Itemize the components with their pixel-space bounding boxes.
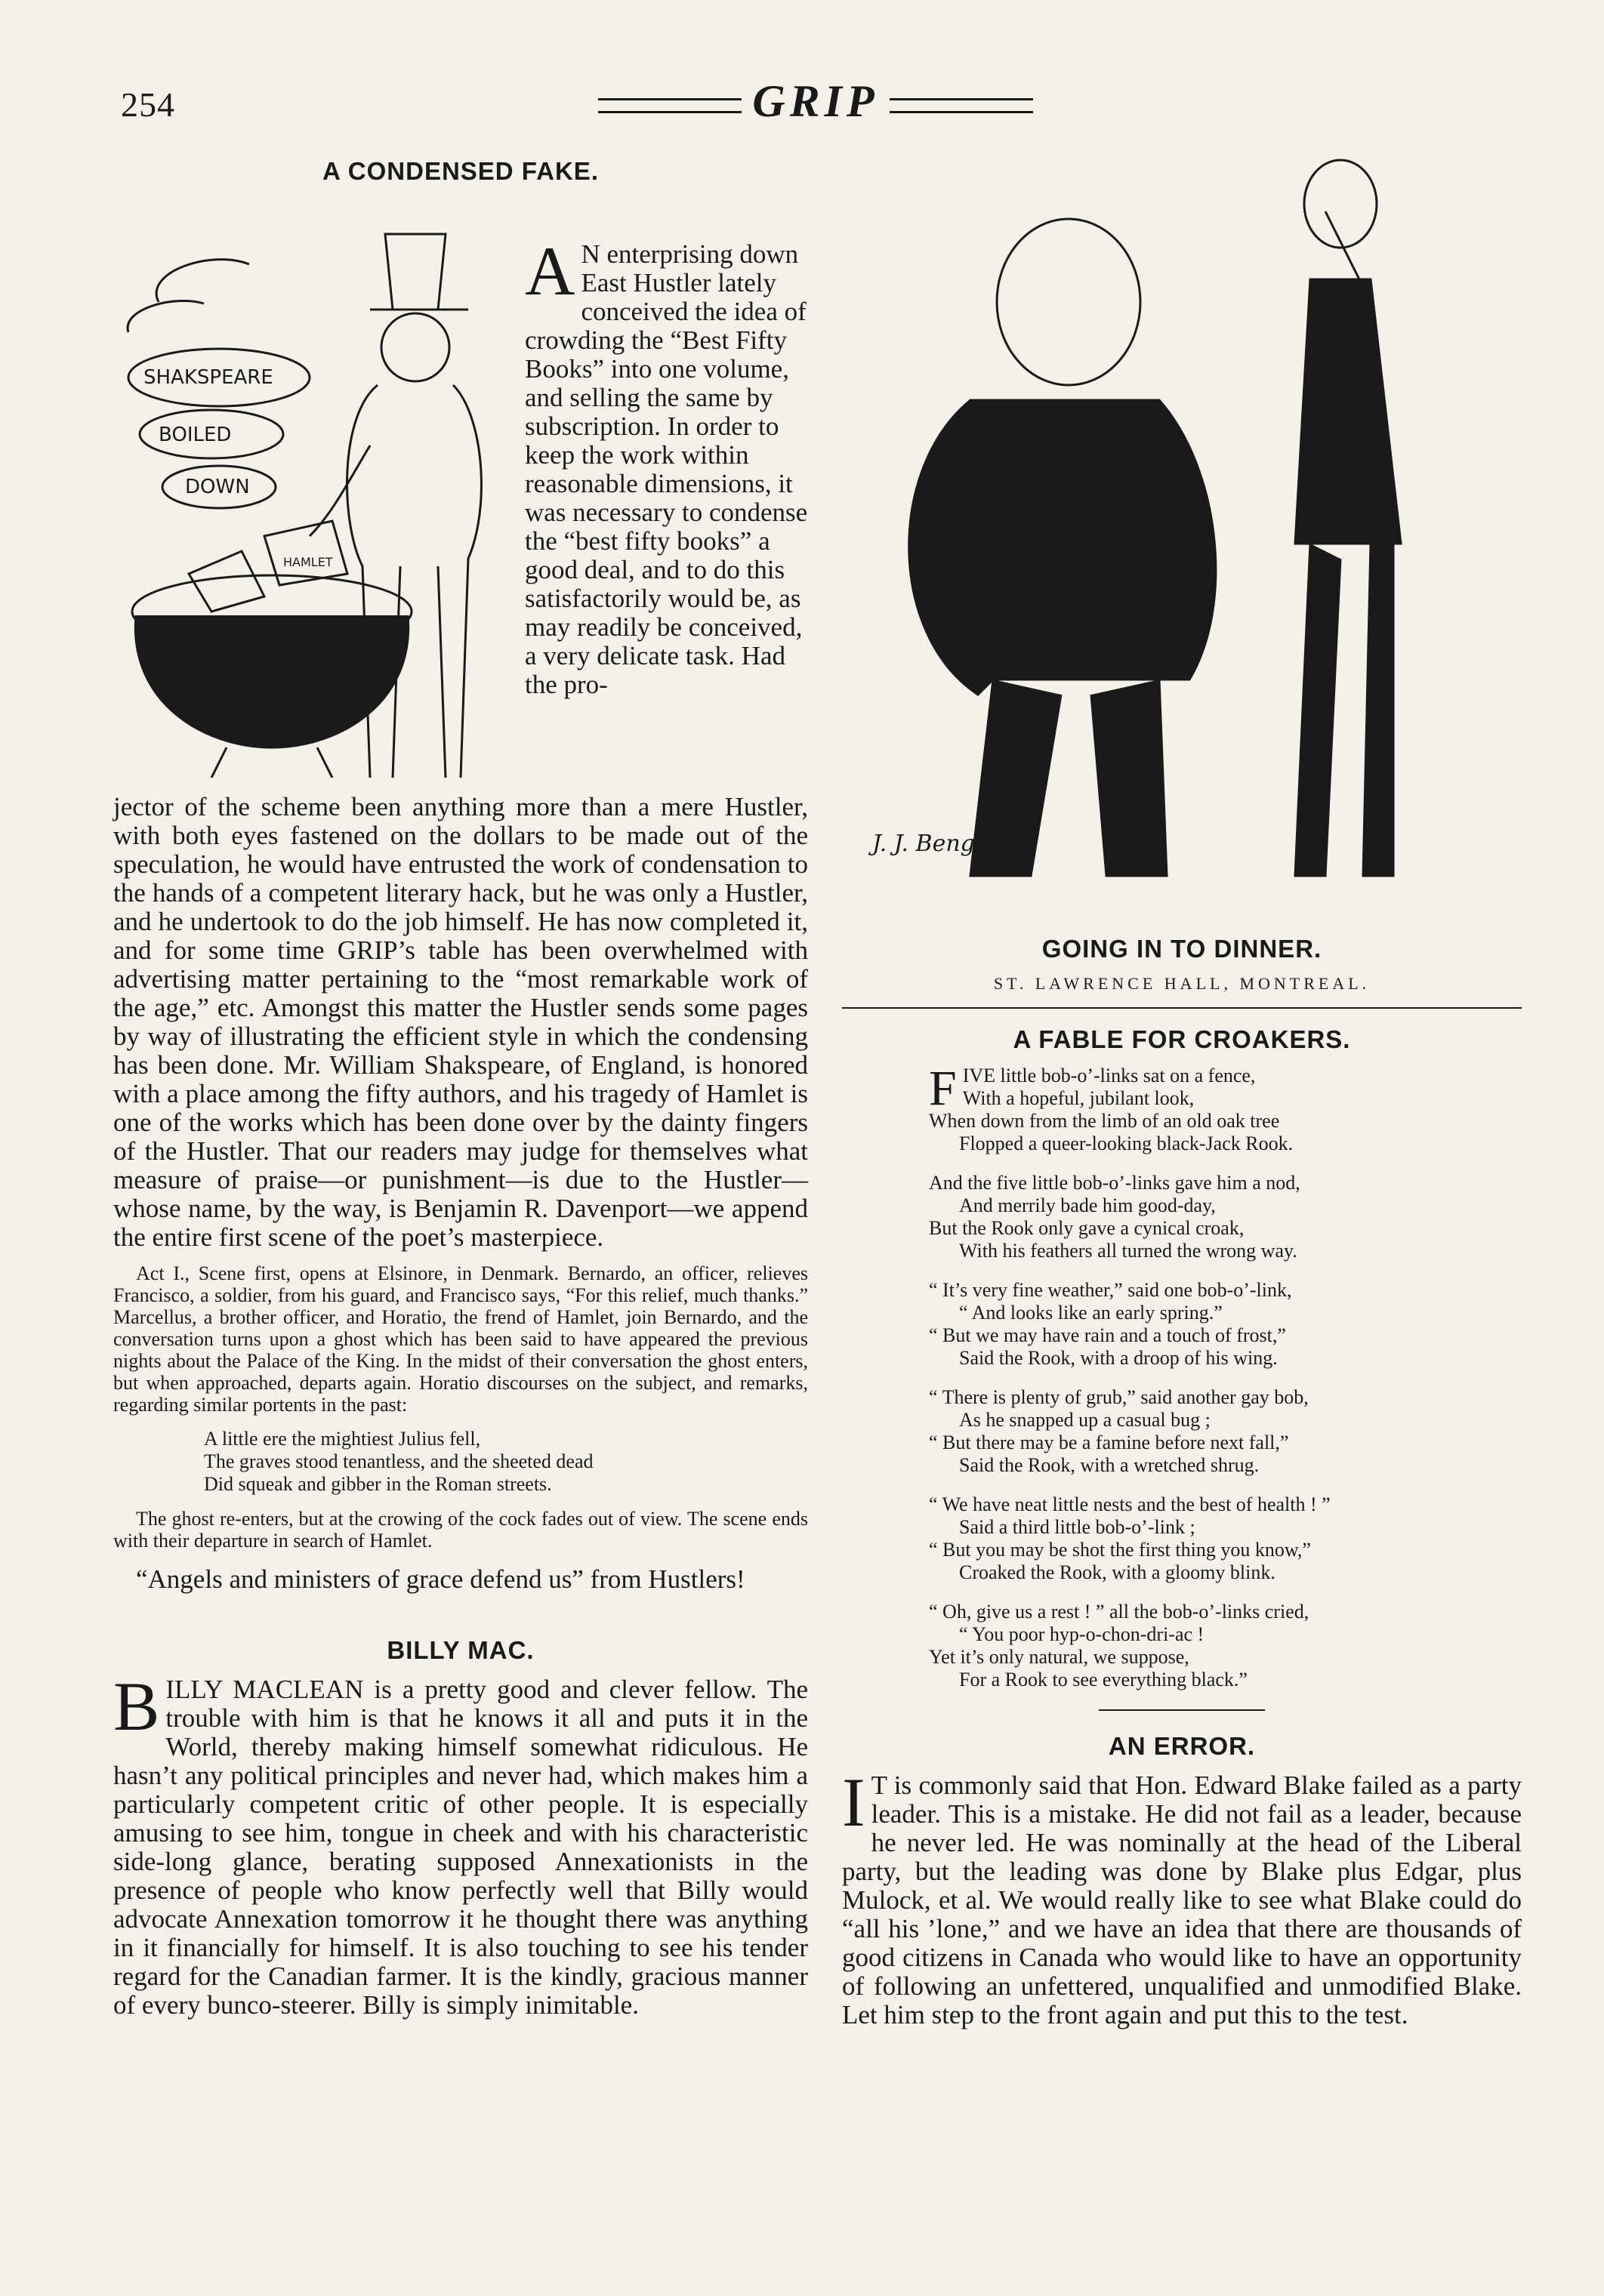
- pot-legs: [211, 747, 332, 778]
- masthead-rule-right: [890, 98, 1033, 113]
- fable-line: Yet it’s only natural, we suppose,: [929, 1646, 1189, 1668]
- fable-line: “ But we may have rain and a touch of frost,”: [929, 1324, 1286, 1346]
- dropcap-b: B: [113, 1668, 160, 1745]
- billy-mac-text: ILLY MACLEAN is a pretty good and clever fellow. The trouble with him is that he knows it all and puts it in the World, thereby making himself somewhat ridiculous. He hasn’t any political principles and never had, which makes him a particularly competent critic of other people. It is especially amusing to see him, tongue in cheek and with his characteristic side-long glance, berating supposed Annexationists in the presence of people who know perfectly well that Billy would advocate Annexation tomorrow it he thought there was anything in it financially for himself. It is also touching to see his tender regard for the Canadian farmer. It is the kindly, gracious manner of every bunco-steerer. Billy is simply inimitable.: [113, 1675, 808, 2020]
- fable-line: Said the Rook, with a wretched shrug.: [959, 1454, 1260, 1476]
- fable-line: Flopped a queer-looking black-Jack Rook.: [959, 1133, 1294, 1154]
- billy-mac-title: BILLY MAC.: [387, 1636, 535, 1664]
- hamlet-excerpt-end: The ghost re-enters, but at the crowing of the cock fades out of view. The scene ends with their departure in search of Hamlet.: [113, 1508, 808, 1552]
- label-down: DOWN: [185, 476, 250, 498]
- page-number: 254: [121, 85, 175, 124]
- fable-poem: [929, 1061, 1522, 1691]
- fable-line: And the five little bob-o’-links gave him a nod,: [929, 1172, 1300, 1194]
- error-title: AN ERROR.: [1108, 1732, 1256, 1760]
- masthead-rule-left: [598, 98, 742, 113]
- dropcap-a: A: [525, 233, 575, 310]
- thin-man-coat: [1295, 279, 1401, 544]
- hamlet-quote: [204, 1428, 808, 1496]
- fable-line: “ We have neat little nests and the best of health ! ”: [929, 1493, 1331, 1515]
- left-column: [113, 151, 808, 2020]
- fable-stanza-5: [929, 1493, 1522, 1584]
- quote-line-1: A little ere the mightiest Julius fell,: [204, 1428, 481, 1450]
- fable-stanza-2: [929, 1172, 1522, 1262]
- hamlet-excerpt: Act I., Scene first, opens at Elsinore, in Denmark. Bernardo, an officer, relieves Francisco, a soldier, from his guard, and Francisco says, “For this relief, much thanks.” Marcellus, a brother officer, and Horatio, the frend of Hamlet, join Bernardo, and the conversation turns upon a ghost which has been said to have appeared the previous nights about the Palace of the King. In the midst of their conversation the ghost enters, but when approached, departs again. Horatio discourses on the subject, and remarks, regarding similar portents in the past:: [113, 1262, 808, 1416]
- condensed-fake-intro: [525, 233, 808, 699]
- condensed-fake-intro-text: N enterprising down East Hustler lately conceived the idea of crowding the “Best Fifty Books” into one volume, and selling the same by subscription. In order to keep the work within reasonable dimensions, it was necessary to condense the “best fifty books” a good deal, and to do this satisfactorily would be, as may readily be conceived, a very delicate task. Had the pro-: [525, 239, 808, 699]
- error-body: [842, 1764, 1522, 2029]
- fable-line: But the Rook only gave a cynical croak,: [929, 1217, 1245, 1239]
- fable-line: And merrily bade him good-day,: [959, 1194, 1216, 1216]
- uncle-sam-hat: [385, 234, 446, 310]
- divider-rule: [842, 1007, 1522, 1009]
- billy-mac-body: [113, 1668, 808, 2020]
- fable-line: Said the Rook, with a droop of his wing.: [959, 1347, 1278, 1369]
- hustler-coat: [347, 385, 482, 778]
- fable-line: For a Rook to see everything black.”: [959, 1669, 1248, 1690]
- steam-curl-1: [156, 260, 249, 302]
- fable-line: Said a third little bob-o’-link ;: [959, 1516, 1195, 1538]
- fable-line: “ There is plenty of grub,” said another gay bob,: [929, 1386, 1309, 1408]
- hustler-cooking-illustration: [113, 219, 506, 778]
- label-hamlet: HAMLET: [283, 555, 333, 569]
- fable-line: “ It’s very fine weather,” said one bob-o’-link,: [929, 1279, 1292, 1301]
- fable-stanza-6: [929, 1601, 1522, 1691]
- fable-line: “ But there may be a famine before next fall,”: [929, 1432, 1289, 1453]
- cartoon-subtitle: ST. LAWRENCE HALL, MONTREAL.: [993, 974, 1371, 993]
- quote-line-3: Did squeak and gibber in the Roman streets.: [204, 1473, 552, 1495]
- dinner-cartoon: [842, 151, 1522, 929]
- fat-man-head: [997, 219, 1140, 385]
- fable-line: IVE little bob-o’-links sat on a fence,: [962, 1065, 1256, 1086]
- fable-line: “ And looks like an early spring.”: [959, 1302, 1223, 1324]
- condensed-fake-continuation: jector of the scheme been anything more than a mere Hustler, with both eyes fastened on the dollars to be made out of the speculation, he would have entrusted the work of condensation to the hands of a competent literary hack, but he was only a Hustler, and he undertook to do the job himself. He has now completed it, and for some time GRIP’s table has been overwhelmed with advertising matter pertaining to the “most remarkable work of the age,” etc. Amongst this matter the Hustler sends some pages by way of illustrating the efficient style in which the condensing has been done. Mr. William Shakspeare, of England, is honored with a place among the fifty authors, and his tragedy of Hamlet is one of the works which has been done over by the dainty fingers of the Hustler. That our readers may judge for themselves what measure of praise—or punishment—is due to the Hustler—whose name, by the way, is Benjamin R. Davenport—we append the entire first scene of the poet’s masterpiece.: [113, 792, 808, 1252]
- fable-line: “ But you may be shot the first thing you know,”: [929, 1539, 1311, 1561]
- short-divider: [1099, 1709, 1265, 1711]
- fable-line: With a hopeful, jubilant look,: [962, 1087, 1195, 1109]
- fable-line: With his feathers all turned the wrong way.: [959, 1240, 1297, 1262]
- fable-line: “ You poor hyp-o-chon-dri-ac !: [959, 1623, 1205, 1645]
- condensed-fake-body: [113, 793, 808, 1594]
- fable-stanza-1: [929, 1061, 1522, 1155]
- fable-line: When down from the limb of an old oak tree: [929, 1110, 1280, 1132]
- fable-title: A FABLE FOR CROAKERS.: [1013, 1025, 1351, 1053]
- fable-stanza-3: [929, 1279, 1522, 1370]
- cartoon-signature: J. J. Bengough: [872, 831, 1032, 857]
- thin-man-head: [1304, 160, 1377, 248]
- label-boiled: BOILED: [159, 424, 232, 446]
- dropcap-f: F: [929, 1061, 957, 1116]
- condensed-fake-closing: “Angels and ministers of grace defend us” from Hustlers!: [136, 1564, 745, 1594]
- hustler-head: [381, 313, 449, 381]
- fable-line: Croaked the Rook, with a gloomy blink.: [959, 1561, 1275, 1583]
- right-column: [842, 151, 1522, 2029]
- error-text: T is commonly said that Hon. Edward Blake failed as a party leader. This is a mistake. He did not fail as a leader, because he never led. He was nominally at the head of the Liberal party, but the leading was done by Blake plus Edgar, plus Mulock, et al. We would really like to see what Blake could do “all his ’lone,” and we have an idea that there are thousands of good citizens in Canada who would like to have an opportunity of following an unfettered, unqualified and unmodified Blake. Let him step to the front again and put this to the test.: [842, 1771, 1522, 2029]
- fable-stanza-4: [929, 1386, 1522, 1477]
- label-shakspeare: SHAKSPEARE: [143, 366, 273, 389]
- dinner-cartoon-drawing: [842, 151, 1522, 906]
- hustler-arm: [310, 445, 370, 536]
- condensed-fake-top: [113, 196, 808, 793]
- cartoon-title: GOING IN TO DINNER.: [1041, 935, 1322, 963]
- fable-line: “ Oh, give us a rest ! ” all the bob-o’-links cried,: [929, 1601, 1309, 1623]
- masthead-title: GRIP: [752, 76, 879, 126]
- thin-man-legs: [1295, 544, 1393, 876]
- steam-curl-2: [128, 300, 204, 332]
- fat-man-body: [909, 400, 1216, 695]
- condensed-fake-title: A CONDENSED FAKE.: [322, 157, 599, 185]
- quote-line-2: The graves stood tenantless, and the sheeted dead: [204, 1450, 594, 1472]
- fable-line: As he snapped up a casual bug ;: [959, 1409, 1211, 1431]
- dropcap-i: I: [842, 1764, 865, 1841]
- masthead: [574, 76, 1057, 128]
